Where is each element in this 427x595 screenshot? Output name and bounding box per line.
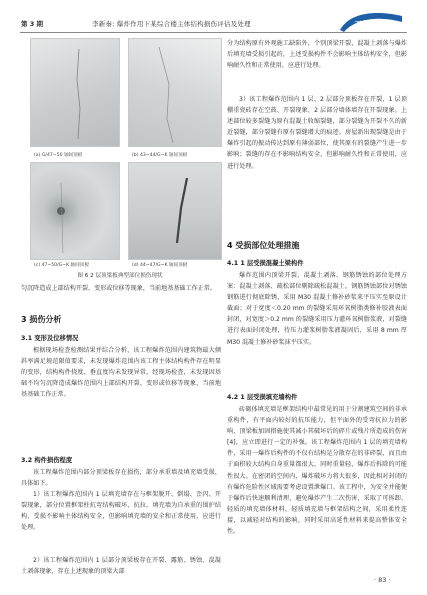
page-number: · 83 ·: [374, 576, 391, 584]
header-rule: [20, 32, 407, 33]
left-para-0: 匀沉降造成上部结构开裂、变形或位移等现象，当前地基基础工作正常。: [21, 285, 216, 292]
photo-b: [128, 38, 222, 147]
section-4-2-heading: 4.2 1 层受损填充墙构件: [227, 394, 298, 401]
caption-a: (a) G/47~50 轴间顶板: [34, 153, 83, 158]
caption-d: (d) 44~47/G~K 轴间顶板: [132, 263, 188, 268]
right-para-2: 3）该工程爆炸范围内 1 层、2 层部分顶板存在开裂，1 层顶棚重瓷砖存在空鼓、开裂现象，2 层部分墙体墙存在开裂现象。上述部位较多裂缝为原有混凝土收缩裂缝，部分裂缝为开裂不久的新近裂缝，部分裂缝有原有裂缝增大的痕迹。房屋新出现裂缝是由于爆炸引起的振动传达到原有薄弱部位，使其原有的裂缝产生进一步影响；裂缝的存在不影响结构安全，但影响耐久性和正常使用，应进行处理。: [227, 96, 407, 170]
logo-text: 工程质量: [354, 20, 386, 29]
left-para-1: 根据现场检查检测结果并综合分析，该工程爆炸范围内建筑物最大倾斜率满足规范限值要求，未发现爆炸范围内该工程主体结构构件存在明显的变形，结构构件挠度、垂直度均未发现异常，经现场检查，未发现因基础不均匀沉降造成爆炸范围内上部结构开裂、变形或位移等现象，当前地基基础工作正常。: [21, 347, 221, 399]
caption-c: (c) 47~50/G~K 轴间顶板: [34, 263, 89, 268]
photo-c: [30, 162, 120, 260]
left-para-4: 2）该工程爆炸范围内 1 层部分顶梁板存在开裂、露筋、锈蚀、混凝土剥落现象，存在上述现象的顶梁大部: [21, 557, 221, 576]
right-para-4: 砖砌体填充墙是框架结构中最常见的用于分割建筑空间的非承重构件，有平面内较好的抗压能力，但平面外的受弯抗拉力的影响，顶梁板加固措施使其减小其破坏后的碎片或残片所造成的伤害[4]，应立即进行一定的补强。该工程爆炸范围内 1 层的填充墙构件，采用一爆炸后构件的不仅有结构是分散存在的非碎裂，而且由于面积较大结构自身重量都很大，同时重量轻、爆炸后拆除的可能性很大。在密闭的空间内，爆炸破坏力将大很多，因此相对封闭的有爆炸危险性区域需要考虑设置泄爆口。该工程中，为安全并能便于爆炸后快速顺利清理，避免爆炸产生二次伤害，采取了可拆卸、轻质的填充墙体材料，轻质填充墙与框架结构之间，采用柔性连接，以减轻对结构的影响，同时采用高延性材料来提高整体安全性。: [227, 406, 407, 536]
photo-d: [128, 162, 222, 260]
photo-a: [30, 38, 120, 147]
caption-b: (b) 43~44/G~K 轴间顶板: [132, 153, 188, 158]
running-title: 李新秦: 爆炸作用下某综合楼主体结构损伤评估及处理: [92, 20, 251, 28]
section-4-heading: 4 受损部位处理措施: [227, 241, 300, 250]
section-3-1-heading: 3.1 变形及位移情况: [21, 335, 79, 342]
left-para-3: 1）该工程爆炸范围内 1 层填充墙存在与框架脱开、倒塌、歪闪、开裂现象，部分位置框架柱抗弯结构破坏、抗拉。填充墙为自承重的围护结构，受损不影响主体结构安全，但影响填充墙的安全和正常使用，应进行处理。: [21, 491, 221, 532]
section-3-heading: 3 损伤分析: [21, 315, 62, 324]
right-para-1: 分为结构原有外观施工缺陷外，个别顶梁开裂，混凝土剥落与爆炸后填充墙受损引起的，上述受损构件不会影响主体结构安全，但影响耐久性和正常使用，应进行处理。: [227, 40, 407, 70]
section-4-1-heading: 4.1 1 层受损混凝土梁构件: [227, 260, 304, 267]
left-para-2: 该工程爆炸范围内部分顶梁板存在损伤，部分承重墙及填充墙受损，具体如下。: [21, 469, 221, 488]
journal-logo: [336, 10, 406, 34]
right-para-3: 爆炸范围内顶梁开裂、混凝土剥落、钢筋锈蚀的部位处理方案：混凝土剥落、疏松部位剔除疏松混凝土，钢筋锈蚀部位对锈蚀钢筋进行彻底除锈，采用 M30 混凝土修补砂浆来平压实至原设计截面；对于宽度＜0.20 mm 的裂缝采用环氧树脂类修补胶液表面封闭，对宽度＞0.2 mm 的裂缝采用压力灌环氧树脂浆液，对裂缝进行表面封闭处理，待压力灌浆树脂浆液凝固后，采用 8 mm 厚 M30 混凝土修补砂浆抹平压实。: [227, 272, 407, 346]
section-3-2-heading: 3.2 构件损伤程度: [21, 457, 73, 464]
figure-caption: 图 6 2 层顶梁板典型部位损伤现状: [77, 273, 163, 279]
issue-label: 第 3 期: [21, 20, 44, 28]
